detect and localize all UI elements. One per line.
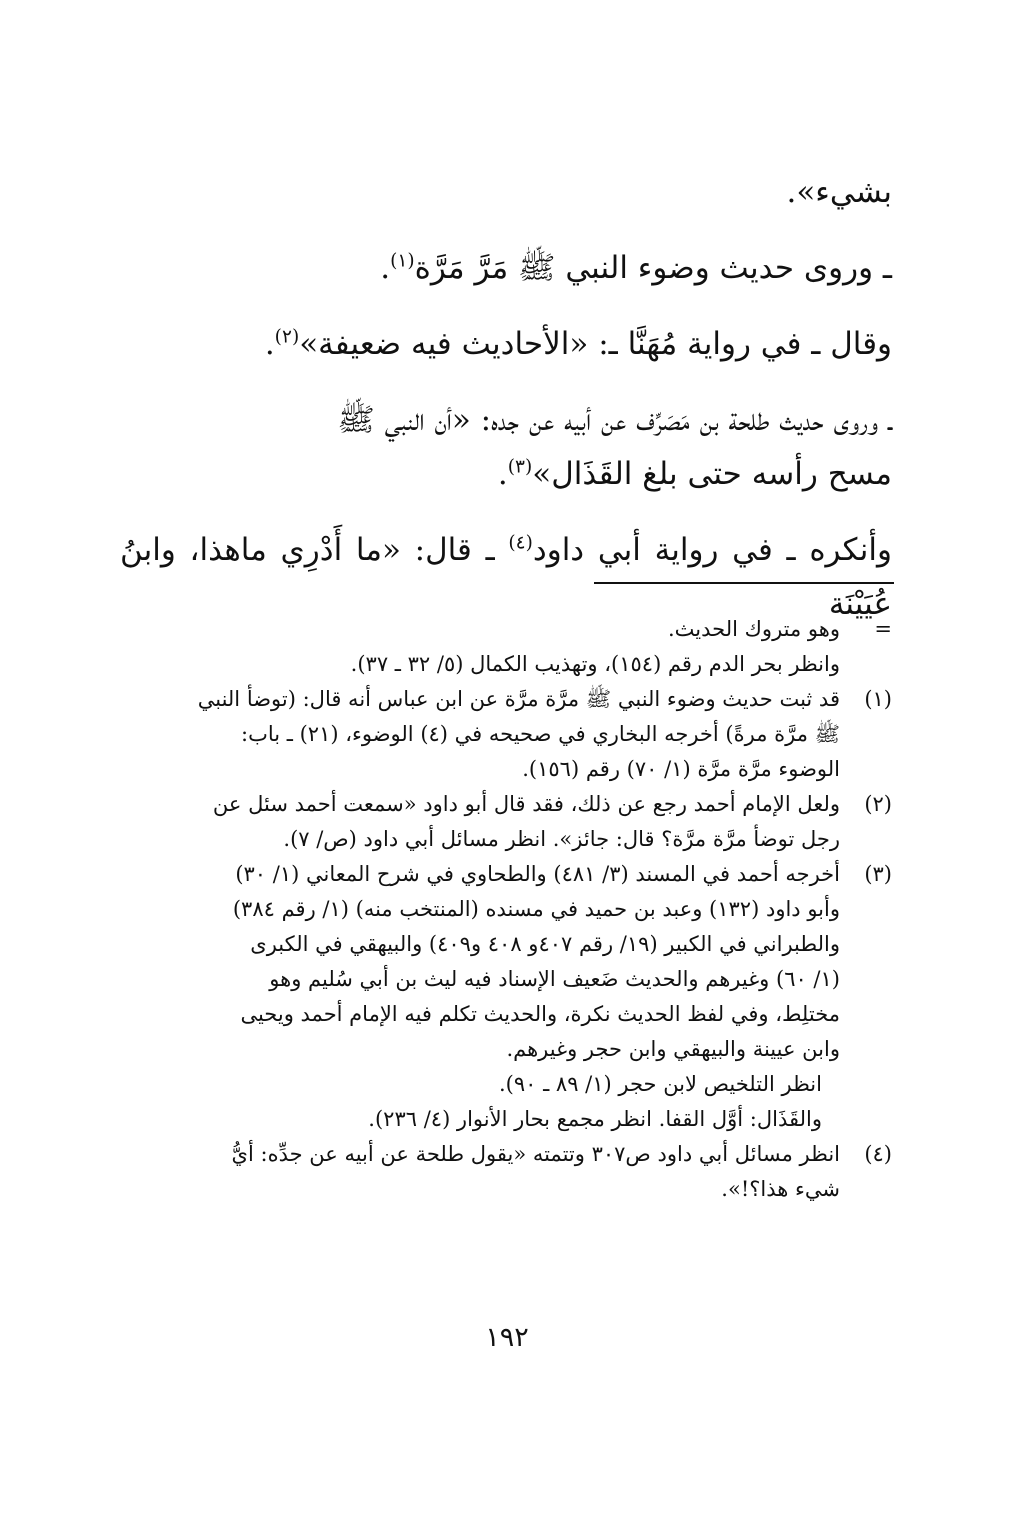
- page-number: ١٩٢: [485, 1322, 529, 1353]
- main-text-segment: ـ قال: «ما أَدْرِي ماهذا، وابنُ عُيَيْنَة: [120, 532, 892, 622]
- footnote-line: وأبو داود (١٣٢) وعبد بن حميد في مسنده (المنتخب منه) (١/ رقم ٣٨٤): [232, 897, 840, 921]
- footnote-body: [120, 682, 840, 787]
- main-text: [120, 165, 892, 631]
- footnote-line: قد ثبت حديث وضوء النبي ﷺ مرَّة مرَّة عن ابن عباس أنه قال: (توضأ النبي: [197, 687, 840, 711]
- footnote-marker: (٤): [864, 1142, 892, 1166]
- footnote-line: رجل توضأ مرَّة مرَّة؟ قال: جائز». انظر مسائل أبي داود (ص/ ٧).: [283, 827, 840, 851]
- footnote-ref-3[interactable]: (٣): [507, 456, 533, 478]
- footnote-line: وانظر بحر الدم رقم (١٥٤)، وتهذيب الكمال (٥/ ٣٢ ـ ٣٧).: [350, 652, 840, 676]
- main-text-segment: وقال ـ في رواية مُهَنَّا ـ: «الأحاديث فيه ضعيفة»: [299, 326, 892, 362]
- footnote-body: [120, 612, 840, 682]
- footnote-line: والطبراني في الكبير (١٩/ رقم ٤٠٧و ٤٠٨ و٤٠٩) والبيهقي في الكبرى: [250, 932, 840, 956]
- footnote-continued: [120, 612, 892, 682]
- footnote-ref-2[interactable]: (٢): [274, 326, 300, 348]
- main-paragraph-2: [120, 241, 892, 295]
- footnote-body: [120, 1137, 840, 1207]
- footnote-line: (١/ ٦٠) وغيرهم والحديث ضَعيف الإسناد فيه ليث بن أبي سُليم وهو: [269, 967, 840, 991]
- footnotes: [120, 612, 892, 1207]
- footnote-line: وابن عيينة والبيهقي وابن حجر وغيرهم.: [506, 1037, 840, 1061]
- footnote-2: [120, 787, 892, 857]
- footnote-line: انظر مسائل أبي داود ص٣٠٧ وتتمته «يقول طلحة عن أبيه عن جدِّه: أيُّ: [231, 1142, 840, 1166]
- footnote-marker: (٣): [864, 862, 892, 886]
- main-text-segment: وأنكره ـ في رواية أبي داود: [532, 532, 892, 568]
- footnote-4: [120, 1137, 892, 1207]
- footnote-line: ﷺ مرَّة مرةً) أخرجه البخاري في صحيحه في (٤) الوضوء، (٢١) ـ باب:: [241, 722, 840, 746]
- footnote-line: ولعل الإمام أحمد رجع عن ذلك، فقد قال أبو داود «سمعت أحمد سئل عن: [212, 792, 840, 816]
- footnote-line: أخرجه أحمد في المسند (٣/ ٤٨١) والطحاوي في شرح المعاني (١/ ٣٠): [235, 862, 840, 886]
- footnote-line: شيء هذا؟!».: [721, 1177, 840, 1201]
- footnote-marker: (١): [864, 687, 892, 711]
- footnote-line: وهو متروك الحديث.: [668, 617, 840, 641]
- main-text-segment: ـ وروى حديث طلحة بن مَصَرِّف عن أبيه عن جده: «أن النبي ﷺ: [337, 402, 892, 438]
- footnote-marker: =: [874, 617, 892, 641]
- footnote-body: [120, 787, 840, 857]
- main-paragraph-3: [120, 317, 892, 371]
- main-text-segment: .: [264, 326, 275, 362]
- footnote-line: والقَذَال: أوَّل القفا. انظر مجمع بحار الأنوار (٤/ ٢٣٦).: [368, 1107, 822, 1131]
- footnote-ref-4[interactable]: (٤): [508, 532, 533, 554]
- footnote-line: انظر التلخيص لابن حجر (١/ ٨٩ ـ ٩٠).: [498, 1072, 822, 1096]
- main-text-segment: مسح رأسه حتى بلغ القَذَال»: [532, 456, 892, 492]
- footnote-separator: [594, 582, 894, 584]
- footnote-1: [120, 682, 892, 787]
- footnote-3: [120, 857, 892, 1137]
- footnote-marker: (٢): [864, 792, 892, 816]
- main-paragraph-4: [120, 393, 892, 501]
- main-paragraph-1: [120, 165, 892, 219]
- footnote-line: الوضوء مرَّة مرَّة (١/ ٧٠) رقم (١٥٦).: [522, 757, 840, 781]
- main-text-segment: .: [497, 456, 508, 492]
- footnote-ref-1[interactable]: (١): [390, 250, 415, 272]
- main-text-segment: ـ وروى حديث وضوء النبي ﷺ مَرَّ مَرَّة: [414, 250, 892, 286]
- main-text-segment: .: [380, 250, 391, 286]
- footnote-body: [120, 857, 840, 1137]
- footnote-line: مختلِط، وفي لفظ الحديث نكرة، والحديث تكلم فيه الإمام أحمد ويحيى: [240, 1002, 840, 1026]
- main-text-segment: بشيء».: [786, 174, 892, 210]
